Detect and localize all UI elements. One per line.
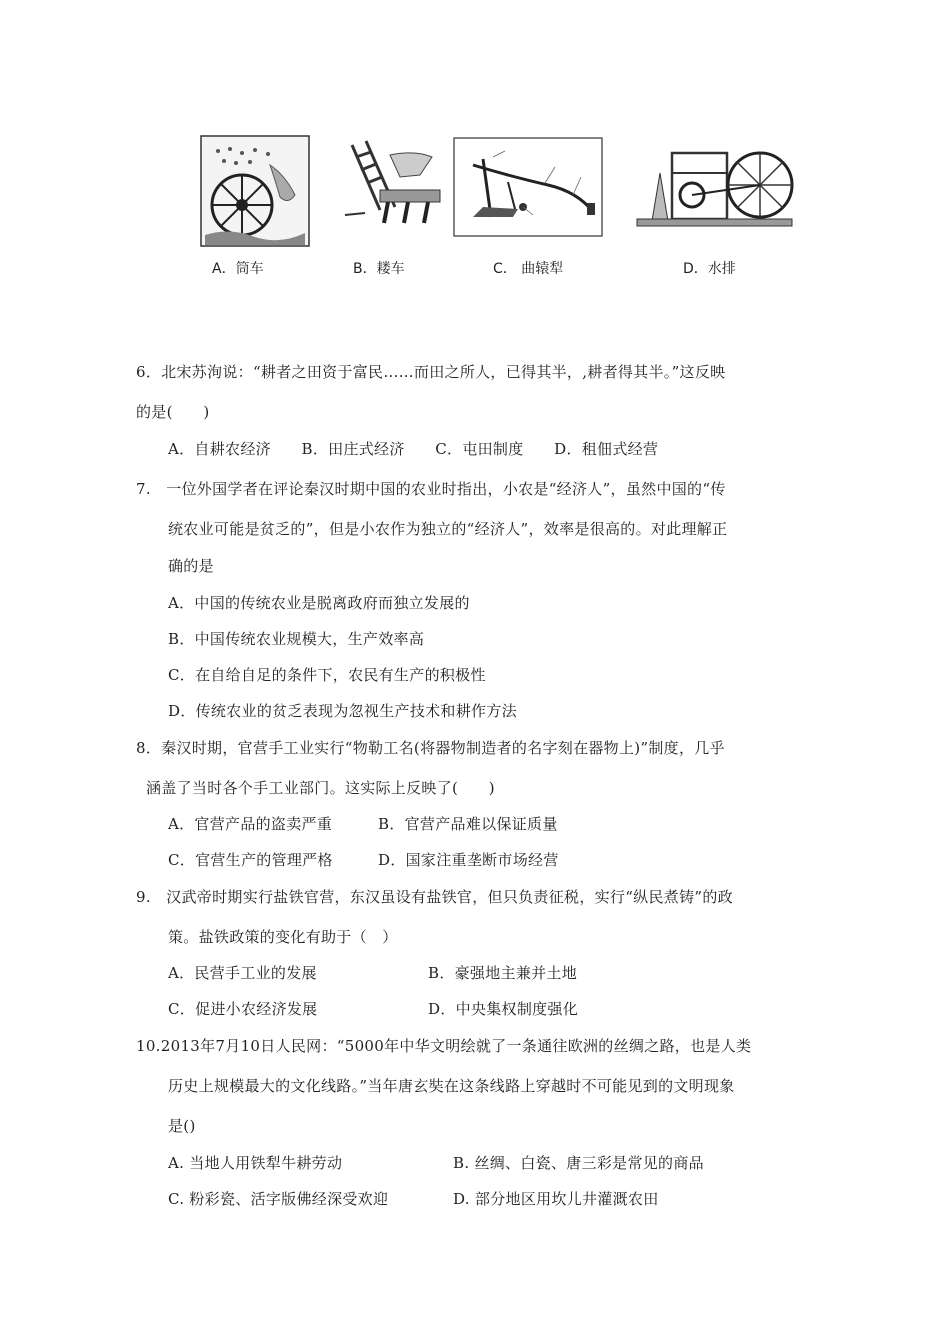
question-7-option-b: B．中国传统农业规模大，生产效率高 bbox=[168, 630, 425, 648]
question-6-line-1: 6．北宋苏洵说：“耕者之田资于富民……而田之所人，已得其半，,耕者得其半。”这反映 bbox=[136, 363, 726, 381]
question-8-option-d: D．国家注重垄断市场经营 bbox=[378, 851, 559, 869]
question-8-option-a: A．官营产品的盗卖严重 bbox=[168, 815, 333, 833]
waterwheel-icon bbox=[200, 135, 310, 247]
figure-caption-c: C． 曲辕犁 bbox=[493, 261, 564, 277]
question-10-option-b: B. 丝绸、白瓷、唐三彩是常见的商品 bbox=[453, 1154, 704, 1172]
question-9-option-d: D．中央集权制度强化 bbox=[428, 1000, 579, 1018]
question-10-option-c: C. 粉彩瓷、活字版佛经深受欢迎 bbox=[168, 1190, 389, 1208]
figure-caption-a: A．筒车 bbox=[212, 261, 264, 277]
question-6-line-2: 的是( ) bbox=[136, 403, 210, 421]
question-10-line-1: 10.2013年7月10日人民网：“5000年中华文明绘就了一条通往欧洲的丝绸之路，也是人类 bbox=[136, 1037, 752, 1055]
question-8-line-2: 涵盖了当时各个手工业部门。这实际上反映了( ) bbox=[146, 779, 495, 797]
question-8-option-c: C．官营生产的管理严格 bbox=[168, 851, 333, 869]
figure-waterwheel bbox=[200, 135, 310, 247]
question-6-options: A．自耕农经济 B．田庄式经济 C．屯田制度 D．租佃式经营 bbox=[168, 440, 659, 458]
question-9-option-c: C．促进小农经济发展 bbox=[168, 1000, 318, 1018]
question-7-line-2: 统农业可能是贫乏的”，但是小农作为独立的“经济人”，效率是很高的。对此理解正 bbox=[168, 520, 728, 538]
figure-curved-plow bbox=[453, 137, 603, 237]
question-9-option-b: B．豪强地主兼并土地 bbox=[428, 964, 578, 982]
question-7-line-1: 7. 一位外国学者在评论秦汉时期中国的农业时指出，小农是“经济人”，虽然中国的“传 bbox=[136, 480, 726, 498]
seed-drill-icon bbox=[340, 135, 445, 230]
figure-seed-drill bbox=[340, 135, 445, 230]
question-7-line-3: 确的是 bbox=[168, 557, 214, 575]
question-10-line-3: 是() bbox=[168, 1117, 196, 1135]
figure-caption-b: B．耧车 bbox=[353, 261, 405, 277]
question-9-option-a: A．民营手工业的发展 bbox=[168, 964, 317, 982]
question-9-line-1: 9. 汉武帝时期实行盐铁官营，东汉虽设有盐铁官，但只负责征税，实行“纵民煮铸”的政 bbox=[136, 888, 733, 906]
question-10-line-2: 历史上规模最大的文化线路。”当年唐玄奘在这条线路上穿越时不可能见到的文明现象 bbox=[168, 1077, 735, 1095]
question-7-option-a: A．中国的传统农业是脱离政府而独立发展的 bbox=[168, 594, 470, 612]
figure-caption-d: D．水排 bbox=[683, 261, 736, 277]
curved-plow-icon bbox=[453, 137, 603, 237]
water-bellows-icon bbox=[632, 133, 797, 228]
question-8-line-1: 8．秦汉时期，官营手工业实行“物勒工名(将器物制造者的名字刻在器物上)”制度，几乎 bbox=[136, 739, 725, 757]
question-8-option-b: B．官营产品难以保证质量 bbox=[378, 815, 558, 833]
figure-water-bellows bbox=[632, 133, 797, 228]
question-9-line-2: 策。盐铁政策的变化有助于（ ） bbox=[168, 928, 398, 946]
question-7-option-c: C．在自给自足的条件下，农民有生产的积极性 bbox=[168, 666, 486, 684]
question-10-option-a: A. 当地人用铁犁牛耕劳动 bbox=[168, 1154, 343, 1172]
question-7-option-d: D．传统农业的贫乏表现为忽视生产技术和耕作方法 bbox=[168, 702, 517, 720]
question-10-option-d: D. 部分地区用坎儿井灌溉农田 bbox=[453, 1190, 659, 1208]
